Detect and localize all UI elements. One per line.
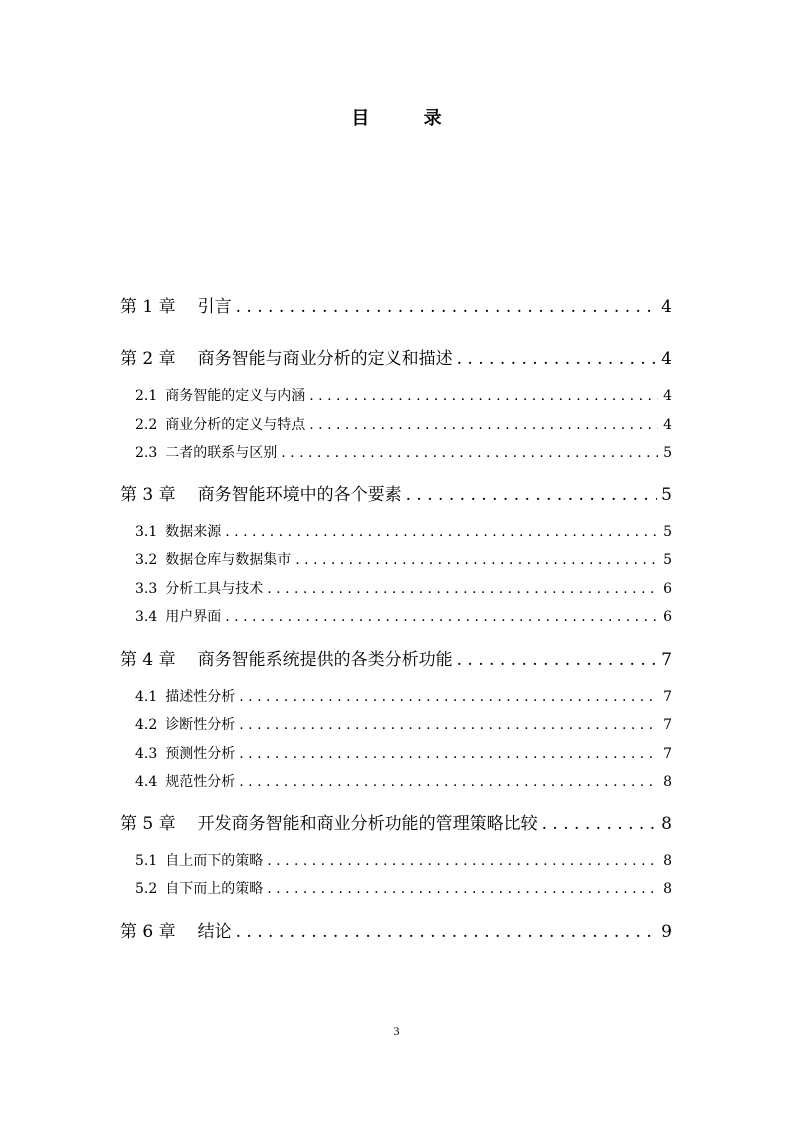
toc-entry-section-3-1[interactable] bbox=[135, 521, 672, 541]
toc-leader-dots bbox=[309, 417, 658, 433]
toc-entry-number: 第 3 章 bbox=[120, 485, 176, 505]
toc-entry-number: 4.3 bbox=[135, 746, 158, 762]
toc-entry-label: 诊断性分析 bbox=[165, 717, 236, 733]
toc-leader-dots bbox=[457, 349, 658, 369]
toc-entry-page: 6 bbox=[663, 581, 672, 597]
toc-leader-dots bbox=[225, 609, 658, 625]
toc-entry-label: 自上而下的策略 bbox=[165, 853, 264, 869]
toc-entry-page: 6 bbox=[663, 609, 672, 625]
toc-entry-label: 开发商务智能和商业分析功能的管理策略比较 bbox=[197, 814, 538, 834]
toc-entry-label: 商务智能与商业分析的定义和描述 bbox=[197, 349, 453, 369]
toc-entry-number: 第 1 章 bbox=[120, 297, 176, 317]
toc-entry-number: 第 5 章 bbox=[120, 814, 176, 834]
toc-entry-number: 5.2 bbox=[135, 881, 158, 897]
toc-entry-number: 2.2 bbox=[135, 417, 158, 433]
toc-entry-number: 2.1 bbox=[135, 388, 158, 404]
toc-entry-page: 8 bbox=[663, 774, 672, 790]
toc-leader-dots bbox=[236, 297, 658, 317]
toc-entry-number: 3.3 bbox=[135, 581, 158, 597]
toc-entry-number: 2.3 bbox=[135, 445, 158, 461]
toc-entry-section-5-2[interactable] bbox=[135, 878, 672, 898]
toc-leader-dots bbox=[267, 853, 658, 869]
toc-entry-number: 4.4 bbox=[135, 774, 158, 790]
toc-entry-number: 4.2 bbox=[135, 717, 158, 733]
toc-entry-number: 3.1 bbox=[135, 524, 158, 540]
toc-entry-section-3-4[interactable] bbox=[135, 606, 672, 626]
toc-entry-number: 4.1 bbox=[135, 689, 158, 705]
toc-entry-page: 8 bbox=[663, 881, 672, 897]
toc-leader-dots bbox=[295, 552, 658, 568]
toc-entry-label: 自下而上的策略 bbox=[165, 881, 264, 897]
toc-entry-chapter-6[interactable] bbox=[120, 917, 672, 942]
toc-entry-label: 商业分析的定义与特点 bbox=[165, 417, 306, 433]
toc-entry-page: 5 bbox=[663, 552, 672, 568]
toc-leader-dots bbox=[239, 717, 658, 733]
toc-leader-dots bbox=[236, 922, 658, 942]
toc-entry-chapter-1[interactable] bbox=[120, 292, 672, 317]
toc-entry-label: 引言 bbox=[197, 297, 232, 317]
toc-entry-label: 规范性分析 bbox=[165, 774, 236, 790]
toc-entry-page: 4 bbox=[661, 297, 672, 317]
toc-entry-section-4-4[interactable] bbox=[135, 771, 672, 791]
toc-entry-section-2-2[interactable] bbox=[135, 414, 672, 434]
toc-entry-section-4-2[interactable] bbox=[135, 714, 672, 734]
toc-entry-page: 8 bbox=[663, 853, 672, 869]
toc-entry-number: 5.1 bbox=[135, 853, 158, 869]
toc-leader-dots bbox=[267, 581, 658, 597]
toc-leader-dots bbox=[239, 746, 658, 762]
toc-entry-section-4-1[interactable] bbox=[135, 686, 672, 706]
toc-leader-dots bbox=[239, 774, 658, 790]
toc-entry-label: 商务智能的定义与内涵 bbox=[165, 388, 306, 404]
toc-entry-page: 5 bbox=[661, 485, 672, 505]
toc-entry-label: 数据仓库与数据集市 bbox=[165, 552, 292, 568]
toc-entry-section-2-1[interactable] bbox=[135, 385, 672, 405]
toc-entry-label: 用户界面 bbox=[165, 609, 222, 625]
toc-entry-label: 二者的联系与区别 bbox=[165, 445, 278, 461]
toc-entry-section-2-3[interactable] bbox=[135, 442, 672, 462]
toc-entry-label: 预测性分析 bbox=[165, 746, 236, 762]
toc-entry-page: 7 bbox=[663, 746, 672, 762]
toc-entry-page: 4 bbox=[663, 417, 672, 433]
toc-entry-page: 7 bbox=[661, 650, 672, 670]
toc-entry-label: 分析工具与技术 bbox=[165, 581, 264, 597]
toc-entry-number: 第 6 章 bbox=[120, 922, 176, 942]
toc-entry-section-4-3[interactable] bbox=[135, 743, 672, 763]
toc-leader-dots bbox=[225, 524, 658, 540]
toc-leader-dots bbox=[267, 881, 658, 897]
toc-entry-page: 5 bbox=[663, 524, 672, 540]
page-number: 3 bbox=[393, 1024, 400, 1038]
toc-entry-page: 7 bbox=[663, 717, 672, 733]
toc-entry-page: 4 bbox=[663, 388, 672, 404]
toc-entry-chapter-4[interactable] bbox=[120, 645, 672, 670]
toc-entry-number: 3.4 bbox=[135, 609, 158, 625]
toc-entry-label: 商务智能系统提供的各类分析功能 bbox=[197, 650, 453, 670]
toc-entry-label: 描述性分析 bbox=[165, 689, 236, 705]
toc-leader-dots bbox=[281, 445, 658, 461]
toc-entry-label: 结论 bbox=[197, 922, 232, 942]
toc-entry-number: 第 2 章 bbox=[120, 349, 176, 369]
toc-entry-chapter-5[interactable] bbox=[120, 809, 672, 834]
toc-entry-number: 第 4 章 bbox=[120, 650, 176, 670]
toc-entry-label: 商务智能环境中的各个要素 bbox=[197, 485, 402, 505]
toc-entry-page: 7 bbox=[663, 689, 672, 705]
toc-entry-chapter-2[interactable] bbox=[120, 344, 672, 369]
toc-entry-page: 4 bbox=[661, 349, 672, 369]
toc-entry-number: 3.2 bbox=[135, 552, 158, 568]
toc-entry-label: 数据来源 bbox=[165, 524, 222, 540]
toc-entry-section-3-3[interactable] bbox=[135, 578, 672, 598]
toc-entry-section-3-2[interactable] bbox=[135, 549, 672, 569]
toc-entry-chapter-3[interactable] bbox=[120, 480, 672, 505]
toc-entry-page: 5 bbox=[663, 445, 672, 461]
toc-title: 目 录 bbox=[351, 108, 466, 129]
toc-leader-dots bbox=[239, 689, 658, 705]
toc-leader-dots bbox=[406, 485, 658, 505]
toc-entry-page: 8 bbox=[661, 814, 672, 834]
toc-leader-dots bbox=[309, 388, 658, 404]
toc-entry-section-5-1[interactable] bbox=[135, 850, 672, 870]
toc-entry-page: 9 bbox=[661, 922, 672, 942]
toc-leader-dots bbox=[542, 814, 658, 834]
toc-leader-dots bbox=[457, 650, 658, 670]
